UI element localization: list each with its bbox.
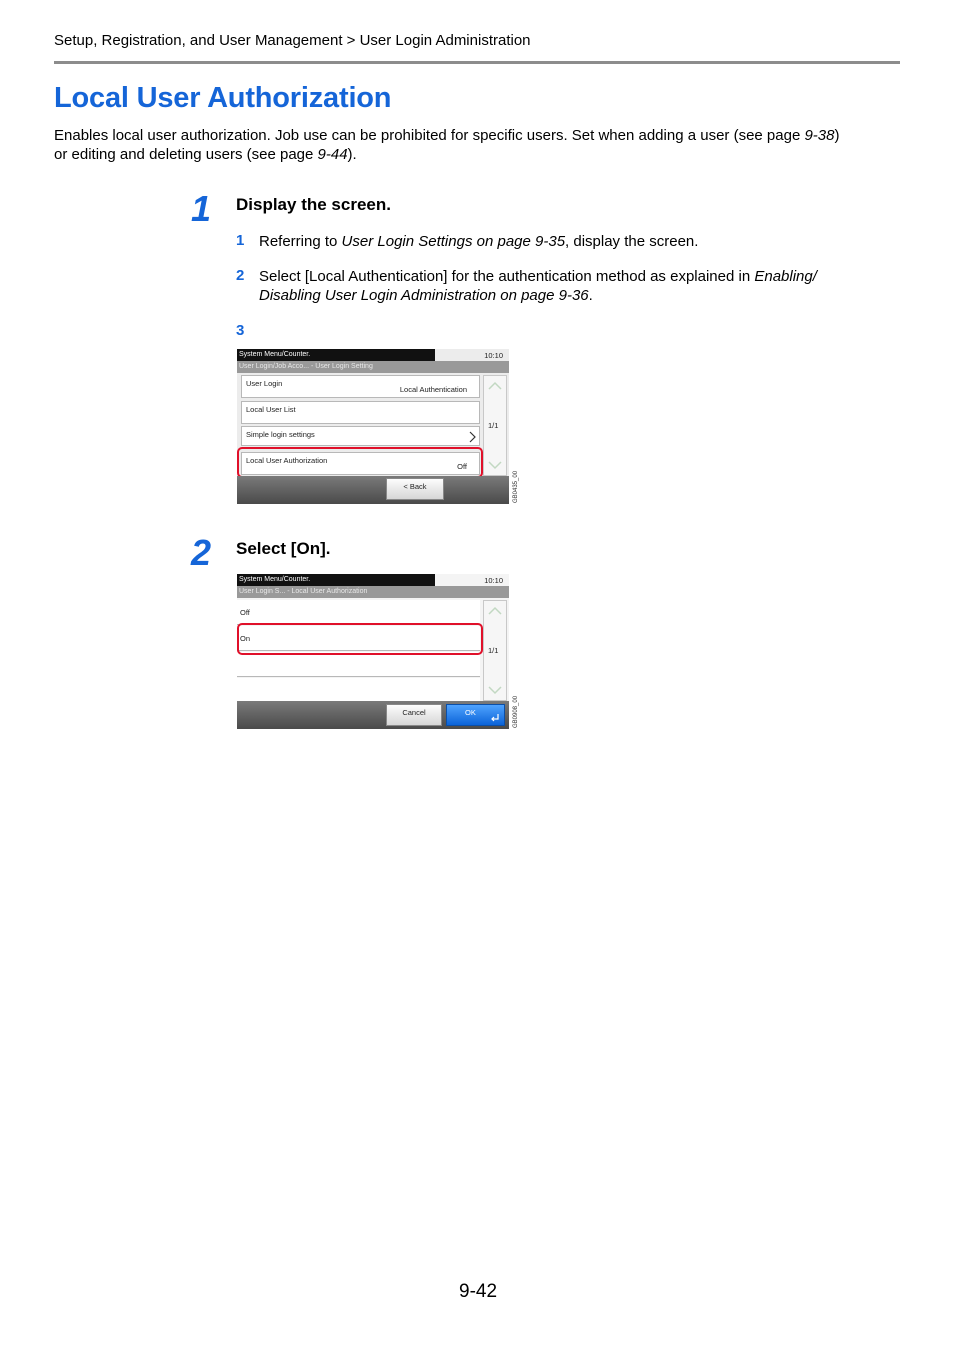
- row-local-user-list[interactable]: [241, 401, 480, 424]
- intro-text-2: ): [834, 127, 840, 144]
- ok-button-label: OK: [465, 708, 476, 717]
- row-value: Local Authentication: [399, 385, 467, 394]
- intro-text-3: or editing and deleting users (see page: [54, 146, 318, 163]
- page-indicator: 1/1: [488, 421, 499, 430]
- substep-2-text: [259, 267, 879, 305]
- substep-2-text-after: .: [588, 287, 593, 304]
- empty-row: [237, 678, 480, 703]
- substep-2-text-before: Select [Local Authentication] for the authentication method as explained in: [259, 268, 755, 285]
- intro-ref-1: 9-38: [804, 127, 835, 144]
- substep-1-text: [259, 232, 698, 251]
- substep-2-link-2: Disabling User Login Administration on page 9-36: [259, 287, 589, 304]
- intro-ref-2: 9-44: [317, 146, 348, 163]
- scroll-up-icon[interactable]: [488, 381, 502, 390]
- step-2-number: 2: [191, 532, 212, 573]
- scroll-down-icon[interactable]: [488, 461, 502, 470]
- substep-1-text-before: Referring to: [259, 233, 342, 250]
- page-number: 9-42: [459, 1281, 498, 1302]
- step-2-heading: Select [On].: [236, 539, 331, 558]
- back-button[interactable]: < Back: [386, 478, 444, 500]
- page-title: Local User Authorization: [54, 82, 392, 114]
- screen-user-login-setting: [237, 349, 519, 504]
- ok-button[interactable]: [446, 704, 505, 726]
- status-clock: 10:10: [484, 351, 503, 360]
- row-label: User Login: [246, 379, 283, 388]
- scroll-down-icon[interactable]: [488, 686, 502, 695]
- step-1-heading: Display the screen.: [236, 195, 391, 214]
- substep-1-text-after: , display the screen.: [565, 233, 699, 250]
- screen-breadcrumb: User Login S... - Local User Authorization: [237, 586, 509, 598]
- substep-3-number: 3: [236, 322, 245, 339]
- screen-bottom-bar: [237, 476, 509, 504]
- page-breadcrumb: Setup, Registration, and User Management > User Login Administration: [54, 32, 531, 49]
- empty-row: [237, 652, 480, 677]
- option-label: Off: [240, 608, 250, 617]
- chevron-right-icon: [469, 431, 477, 443]
- row-simple-login-settings[interactable]: [241, 426, 480, 446]
- status-bar-title: System Menu/Counter.: [237, 349, 435, 361]
- row-label: Local User List: [246, 405, 296, 414]
- screen-breadcrumb: User Login/Job Acco... - User Login Setting: [237, 361, 509, 373]
- option-label: On: [240, 634, 251, 643]
- header-rule: [54, 61, 900, 64]
- substep-2-link-1: Enabling/: [754, 268, 817, 285]
- enter-icon: [490, 713, 500, 722]
- intro-text-1: Enables local user authorization. Job use can be prohibited for specific users. Set when adding a user (see page: [54, 127, 805, 144]
- image-code: GB0908_00: [513, 695, 519, 728]
- row-label: Local User Authorization: [246, 456, 328, 465]
- scroll-up-icon[interactable]: [488, 606, 502, 615]
- substep-1-link: User Login Settings on page 9-35: [341, 233, 566, 250]
- row-label: Simple login settings: [246, 430, 315, 439]
- screen-bottom-bar: [237, 701, 509, 729]
- screen-local-user-authorization: [237, 574, 519, 729]
- status-bar-title: System Menu/Counter.: [237, 574, 435, 586]
- highlight-box: [237, 623, 483, 655]
- intro-paragraph: [54, 126, 904, 164]
- highlight-box: [237, 447, 483, 478]
- row-value: Off: [457, 462, 467, 471]
- image-code: GB0435_00: [513, 470, 519, 503]
- option-off[interactable]: [237, 600, 480, 625]
- intro-text-4: ).: [347, 146, 357, 163]
- status-clock: 10:10: [484, 576, 503, 585]
- row-user-login[interactable]: [241, 375, 480, 398]
- cancel-button[interactable]: Cancel: [386, 704, 442, 726]
- substep-1-number: 1: [236, 232, 245, 249]
- step-1-number: 1: [191, 188, 212, 229]
- substep-2-number: 2: [236, 267, 245, 284]
- page-indicator: 1/1: [488, 646, 499, 655]
